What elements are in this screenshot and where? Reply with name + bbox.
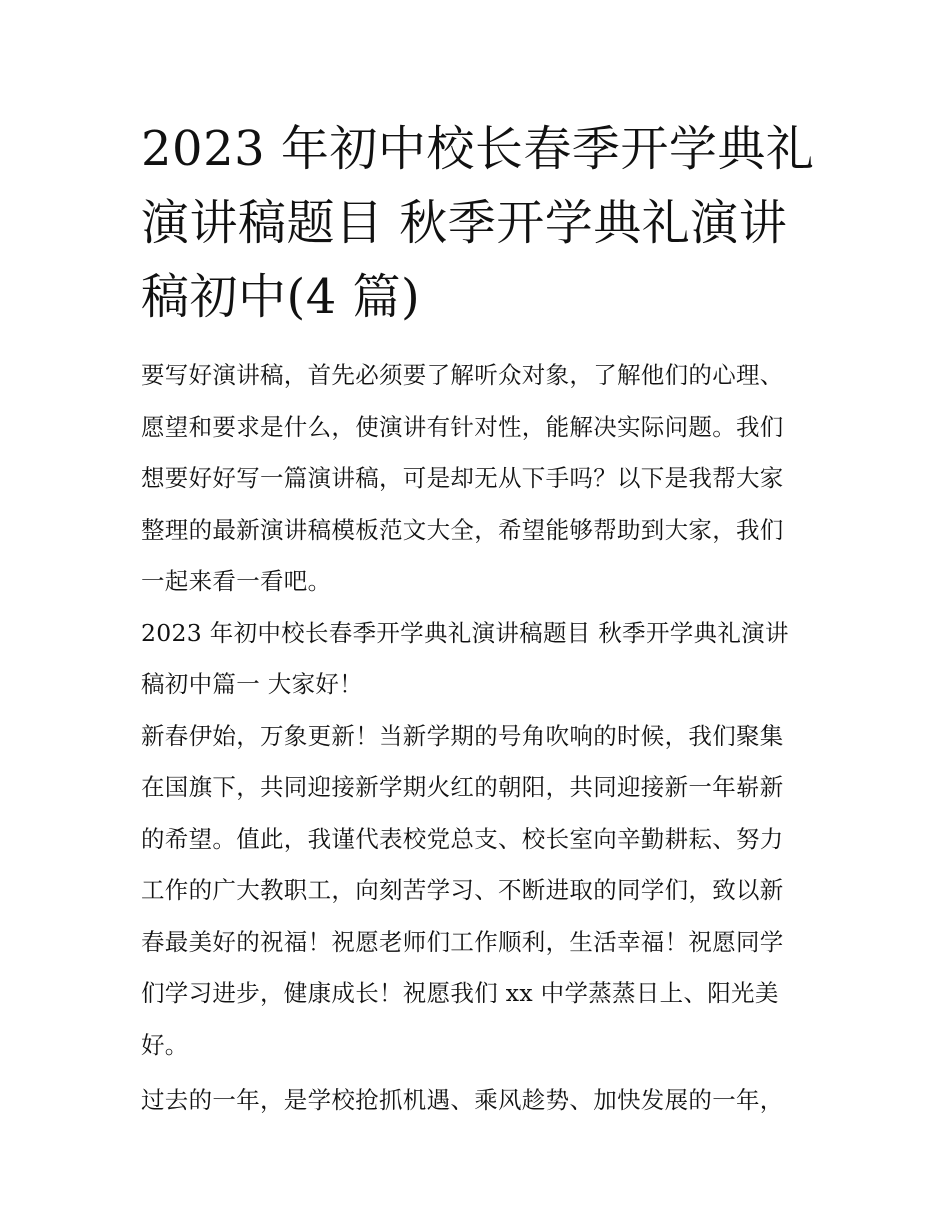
text-line: 过去的一年，是学校抢抓机遇、乘风趁势、加快发展的一年，: [141, 1086, 784, 1114]
title-line: 稿初中(4 篇): [141, 269, 421, 325]
section-heading-paragraph: [141, 608, 813, 711]
text-line: 一起来看一看吧。: [141, 567, 332, 595]
text-line: 在国旗下，共同迎接新学期火红的朝阳，共同迎接新一年崭新: [141, 773, 784, 801]
text-line: 春最美好的祝福！祝愿老师们工作顺利，生活幸福！祝愿同学: [141, 927, 784, 956]
text-line: 稿初中篇一 大家好！: [141, 670, 363, 698]
text-line: 们学习进步，健康成长！祝愿我们 xx 中学蒸蒸日上、阳光美: [141, 979, 779, 1007]
text-line: 2023 年初中校长春季开学典礼演讲稿题目 秋季开学典礼演讲: [141, 618, 789, 647]
text-line: 愿望和要求是什么，使演讲有针对性，能解决实际问题。我们: [141, 412, 784, 441]
text-line: 工作的广大教职工，向刻苦学习、不断进取的同学们，致以新: [141, 876, 784, 904]
closing-paragraph: [141, 1075, 813, 1127]
text-line: 整理的最新演讲稿模板范文大全，希望能够帮助到大家，我们: [141, 515, 784, 544]
text-line: 的希望。值此，我谨代表校党总支、校长室向辛勤耕耘、努力: [141, 824, 784, 853]
text-line: 好。: [141, 1030, 189, 1059]
title-line: 演讲稿题目 秋季开学典礼演讲: [141, 195, 788, 251]
intro-paragraph: [141, 350, 813, 608]
text-line: 新春伊始，万象更新！当新学期的号角吹响的时候，我们聚集: [141, 721, 784, 750]
document-page: [141, 112, 813, 1127]
document-title: [141, 112, 813, 334]
text-line: 想要好好写一篇演讲稿，可是却无从下手吗？以下是我帮大家: [141, 464, 784, 492]
text-line: 要写好演讲稿，首先必须要了解听众对象，了解他们的心理、: [141, 361, 784, 389]
title-line: 2023 年初中校长春季开学典礼: [141, 121, 815, 177]
body-paragraph: [141, 711, 813, 1072]
